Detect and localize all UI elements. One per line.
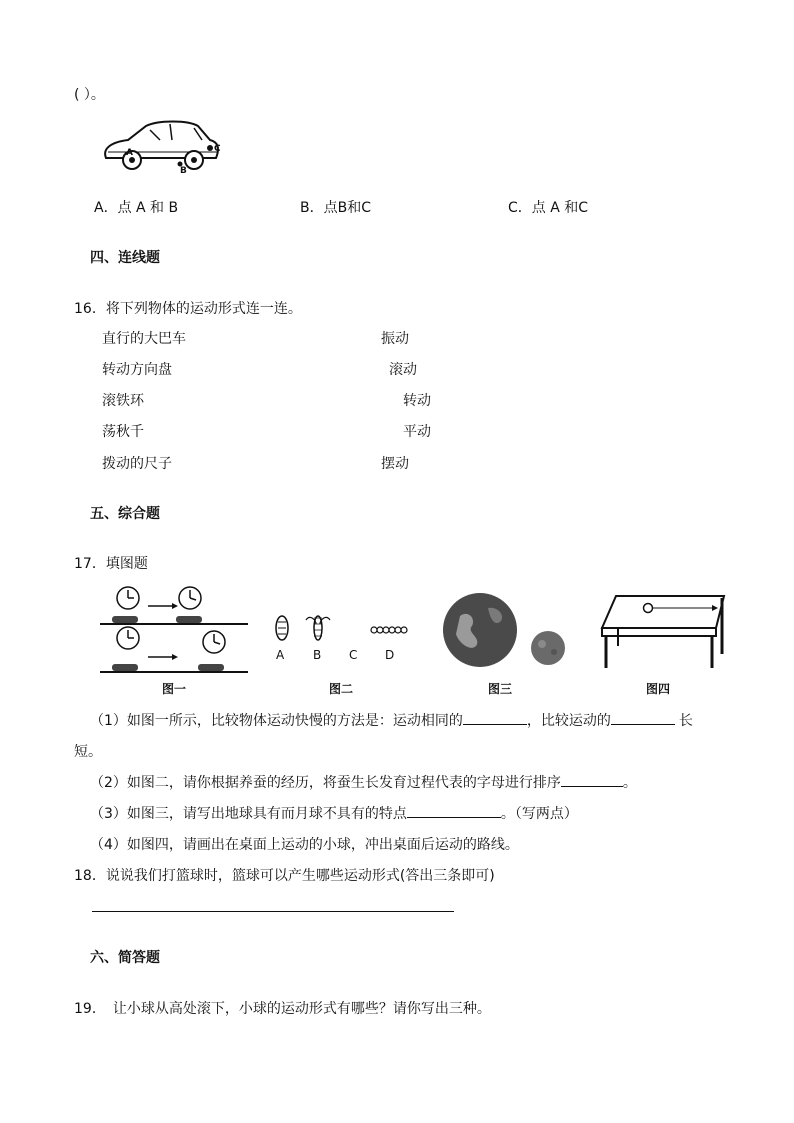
q16-left-item[interactable]: 拨动的尺子 <box>102 456 172 472</box>
q17-sub1-blank2[interactable] <box>611 710 675 725</box>
q15-option-a[interactable]: A．点 A 和 B <box>94 200 179 216</box>
q17-sub3: （3）如图三，请写出地球具有而月球不具有的特点 。（写两点） <box>90 803 578 823</box>
fig2-letter: A <box>276 648 285 662</box>
q16-left-item[interactable]: 滚铁环 <box>102 393 144 409</box>
section6-title: 六、简答题 <box>90 950 160 966</box>
figure4-caption: 图四 <box>646 682 671 696</box>
q17-sub4: （4）如图四，请画出在桌面上运动的小球，冲出桌面后运动的路线。 <box>90 837 519 853</box>
q17-sub2-blank[interactable] <box>561 772 623 787</box>
q16-left-item[interactable]: 直行的大巴车 <box>102 331 186 347</box>
fig2-letter: B <box>313 648 322 662</box>
figure2-silkworm-stages <box>270 610 410 646</box>
q16-right-item[interactable]: 滚动 <box>389 362 417 378</box>
q18-stem: 18．说说我们打篮球时，篮球可以产生哪些运动形式(答出三条即可) <box>74 868 495 884</box>
q17-sub1-line1: （1）如图一所示，比较物体运动快慢的方法是：运动相同的 ，比较运动的 长 <box>90 710 693 730</box>
car-illustration <box>98 118 228 180</box>
fig2-letter: C <box>349 648 358 662</box>
q16-right-item[interactable]: 转动 <box>403 393 431 409</box>
car-label-a: A <box>126 148 133 158</box>
section4-title: 四、连线题 <box>90 250 160 266</box>
figure2-caption: 图二 <box>329 682 354 696</box>
figure1-clocks-cars <box>100 584 248 676</box>
q16-right-item[interactable]: 摆动 <box>381 456 409 472</box>
q17-sub2: （2）如图二，请你根据养蚕的经历，将蚕生长发育过程代表的字母进行排序 。 <box>90 772 637 792</box>
q16-left-item[interactable]: 转动方向盘 <box>102 362 172 378</box>
q15-answer-bracket: ( ）。 <box>74 87 105 103</box>
q16-left-item[interactable]: 荡秋千 <box>102 424 144 440</box>
q17-sub1-line2: 短。 <box>74 744 102 760</box>
q17-sub1-blank1[interactable] <box>463 710 527 725</box>
section5-title: 五、综合题 <box>90 506 160 522</box>
car-label-c: C <box>214 144 221 154</box>
q16-right-item[interactable]: 振动 <box>381 331 409 347</box>
q15-option-b[interactable]: B．点B和C <box>300 200 371 216</box>
figure3-earth-moon <box>442 592 566 668</box>
q16-right-item[interactable]: 平动 <box>403 424 431 440</box>
q16-stem: 16．将下列物体的运动形式连一连。 <box>74 301 302 317</box>
q17-stem: 17．填图题 <box>74 556 148 572</box>
figure3-caption: 图三 <box>488 682 513 696</box>
q15-option-c[interactable]: C．点 A 和C <box>508 200 589 216</box>
q18-answer-line[interactable] <box>92 910 454 912</box>
q17-sub3-blank[interactable] <box>407 803 501 818</box>
q19-stem: 19． 让小球从高处滚下，小球的运动形式有哪些？请你写出三种。 <box>74 1001 491 1017</box>
figure4-table-ball <box>600 594 726 670</box>
fig2-letter: D <box>385 648 395 662</box>
figure1-caption: 图一 <box>162 682 187 696</box>
car-label-b: B <box>180 166 187 176</box>
